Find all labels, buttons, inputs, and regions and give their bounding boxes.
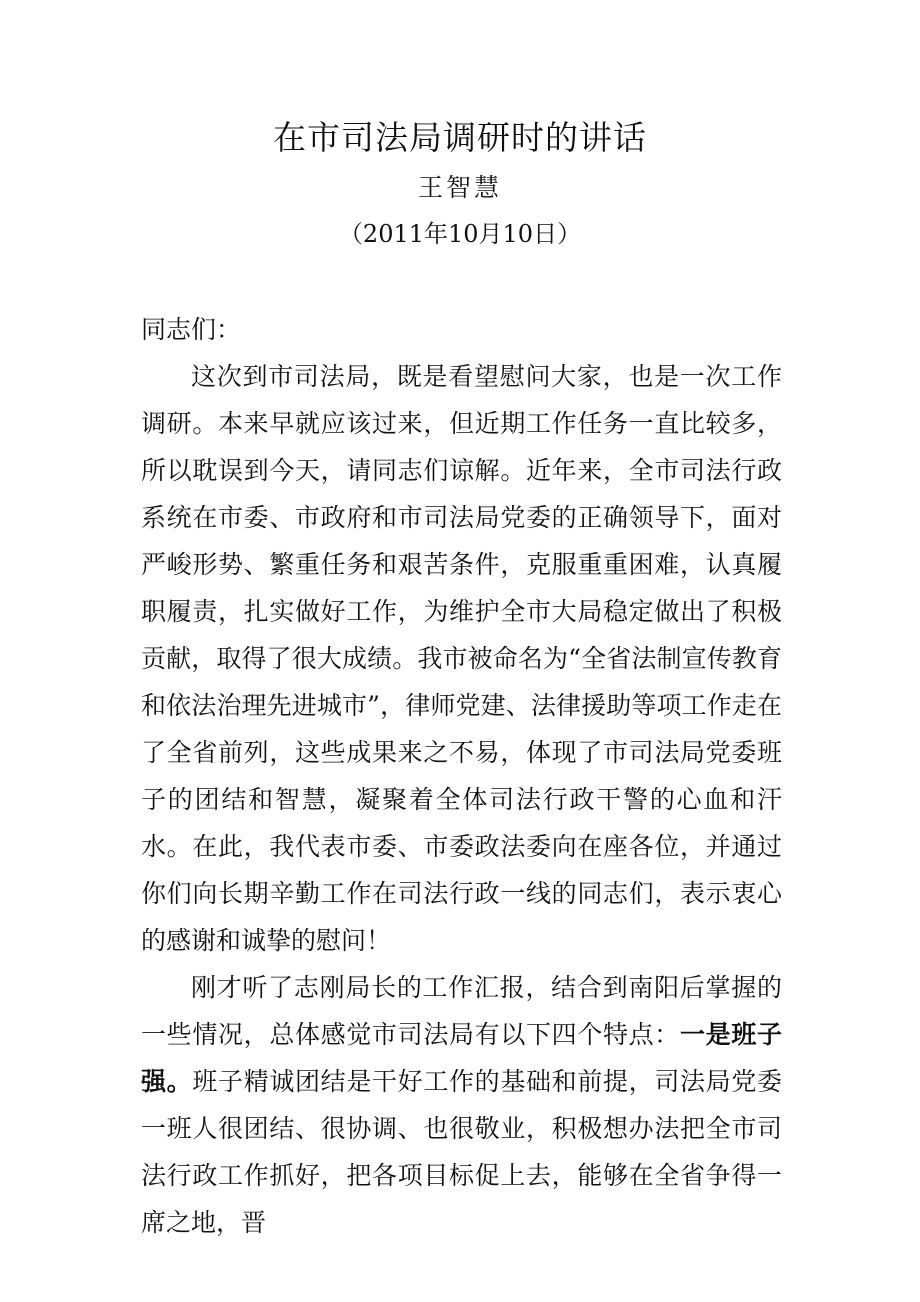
paragraph-2-continuation: 班子精诚团结是干好工作的基础和前提，司法局党委一班人很团结、很协调、也很敬业，积极想办法把全市司法行政工作抓好，把各项目标促上去，能够在全省争得一席之地，晋 [141, 1067, 782, 1237]
document-title: 在市司法局调研时的讲话 [273, 118, 647, 157]
document-author: 王智慧 [417, 173, 502, 202]
paragraph-2-emphasis: 一是班子强。 [141, 1020, 782, 1096]
document-date: （2011年10月10日） [338, 220, 582, 248]
salutation: 同志们： [141, 315, 242, 344]
document-body [141, 306, 782, 1246]
paragraph-1: 这次到市司法局，既是看望慰问大家，也是一次工作调研。本来早就应该过来，但近期工作任务一直比较多，所以耽误到今天，请同志们谅解。近年来，全市司法行政系统在市委、市政府和市司法局党委的正确领导下，面对严峻形势、繁重任务和艰苦条件，克服重重困难，认真履职履责，扎实做好工作，为维护全市大局稳定做出了积极贡献，取得了很大成绩。我市被命名为“全省法制宣传教育和依法治理先进城市”，律师党建、法律援助等项工作走在了全省前列，这些成果来之不易，体现了市司法局党委班子的团结和智慧，凝聚着全体司法行政干警的心血和汗水。在此，我代表市委、市委政法委向在座各位，并通过你们向长期辛勤工作在司法行政一线的同志们，表示衷心的感谢和诚挚的慰问！ [141, 362, 782, 955]
paragraph-2 [141, 964, 782, 1246]
paragraph-2-text: 刚才听了志刚局长的工作汇报，结合到南阳后掌握的一些情况，总体感觉市司法局有以下四个特点： [141, 973, 782, 1049]
